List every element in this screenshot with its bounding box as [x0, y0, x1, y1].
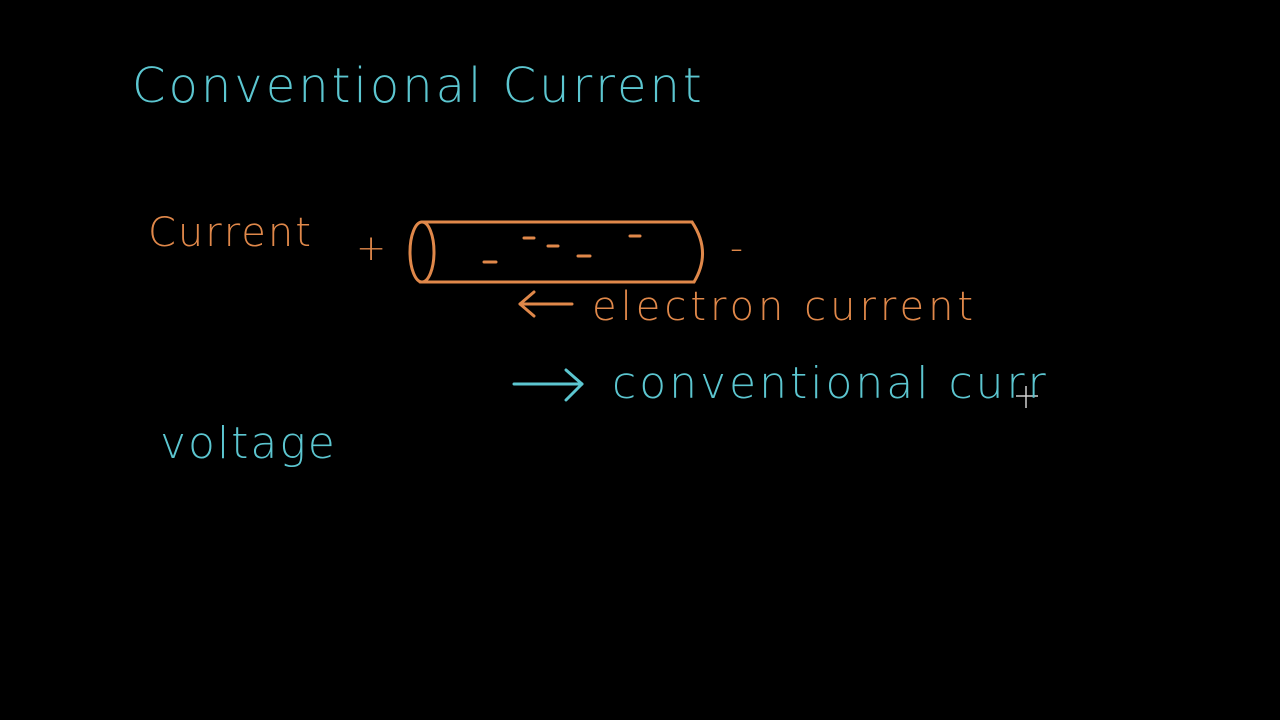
- conventional-current-arrow: [514, 370, 582, 400]
- page-title: Conventional Current: [132, 58, 705, 114]
- voltage-label: voltage: [160, 418, 337, 469]
- positive-terminal-label: +: [356, 228, 389, 269]
- conventional-current-label: conventional curr: [612, 358, 1049, 409]
- current-label: Current: [148, 210, 313, 256]
- electron-current-label: electron current: [592, 284, 978, 330]
- wire-cylinder: [410, 222, 703, 282]
- electron-current-arrow: [520, 292, 572, 316]
- negative-terminal-label: -: [730, 228, 745, 269]
